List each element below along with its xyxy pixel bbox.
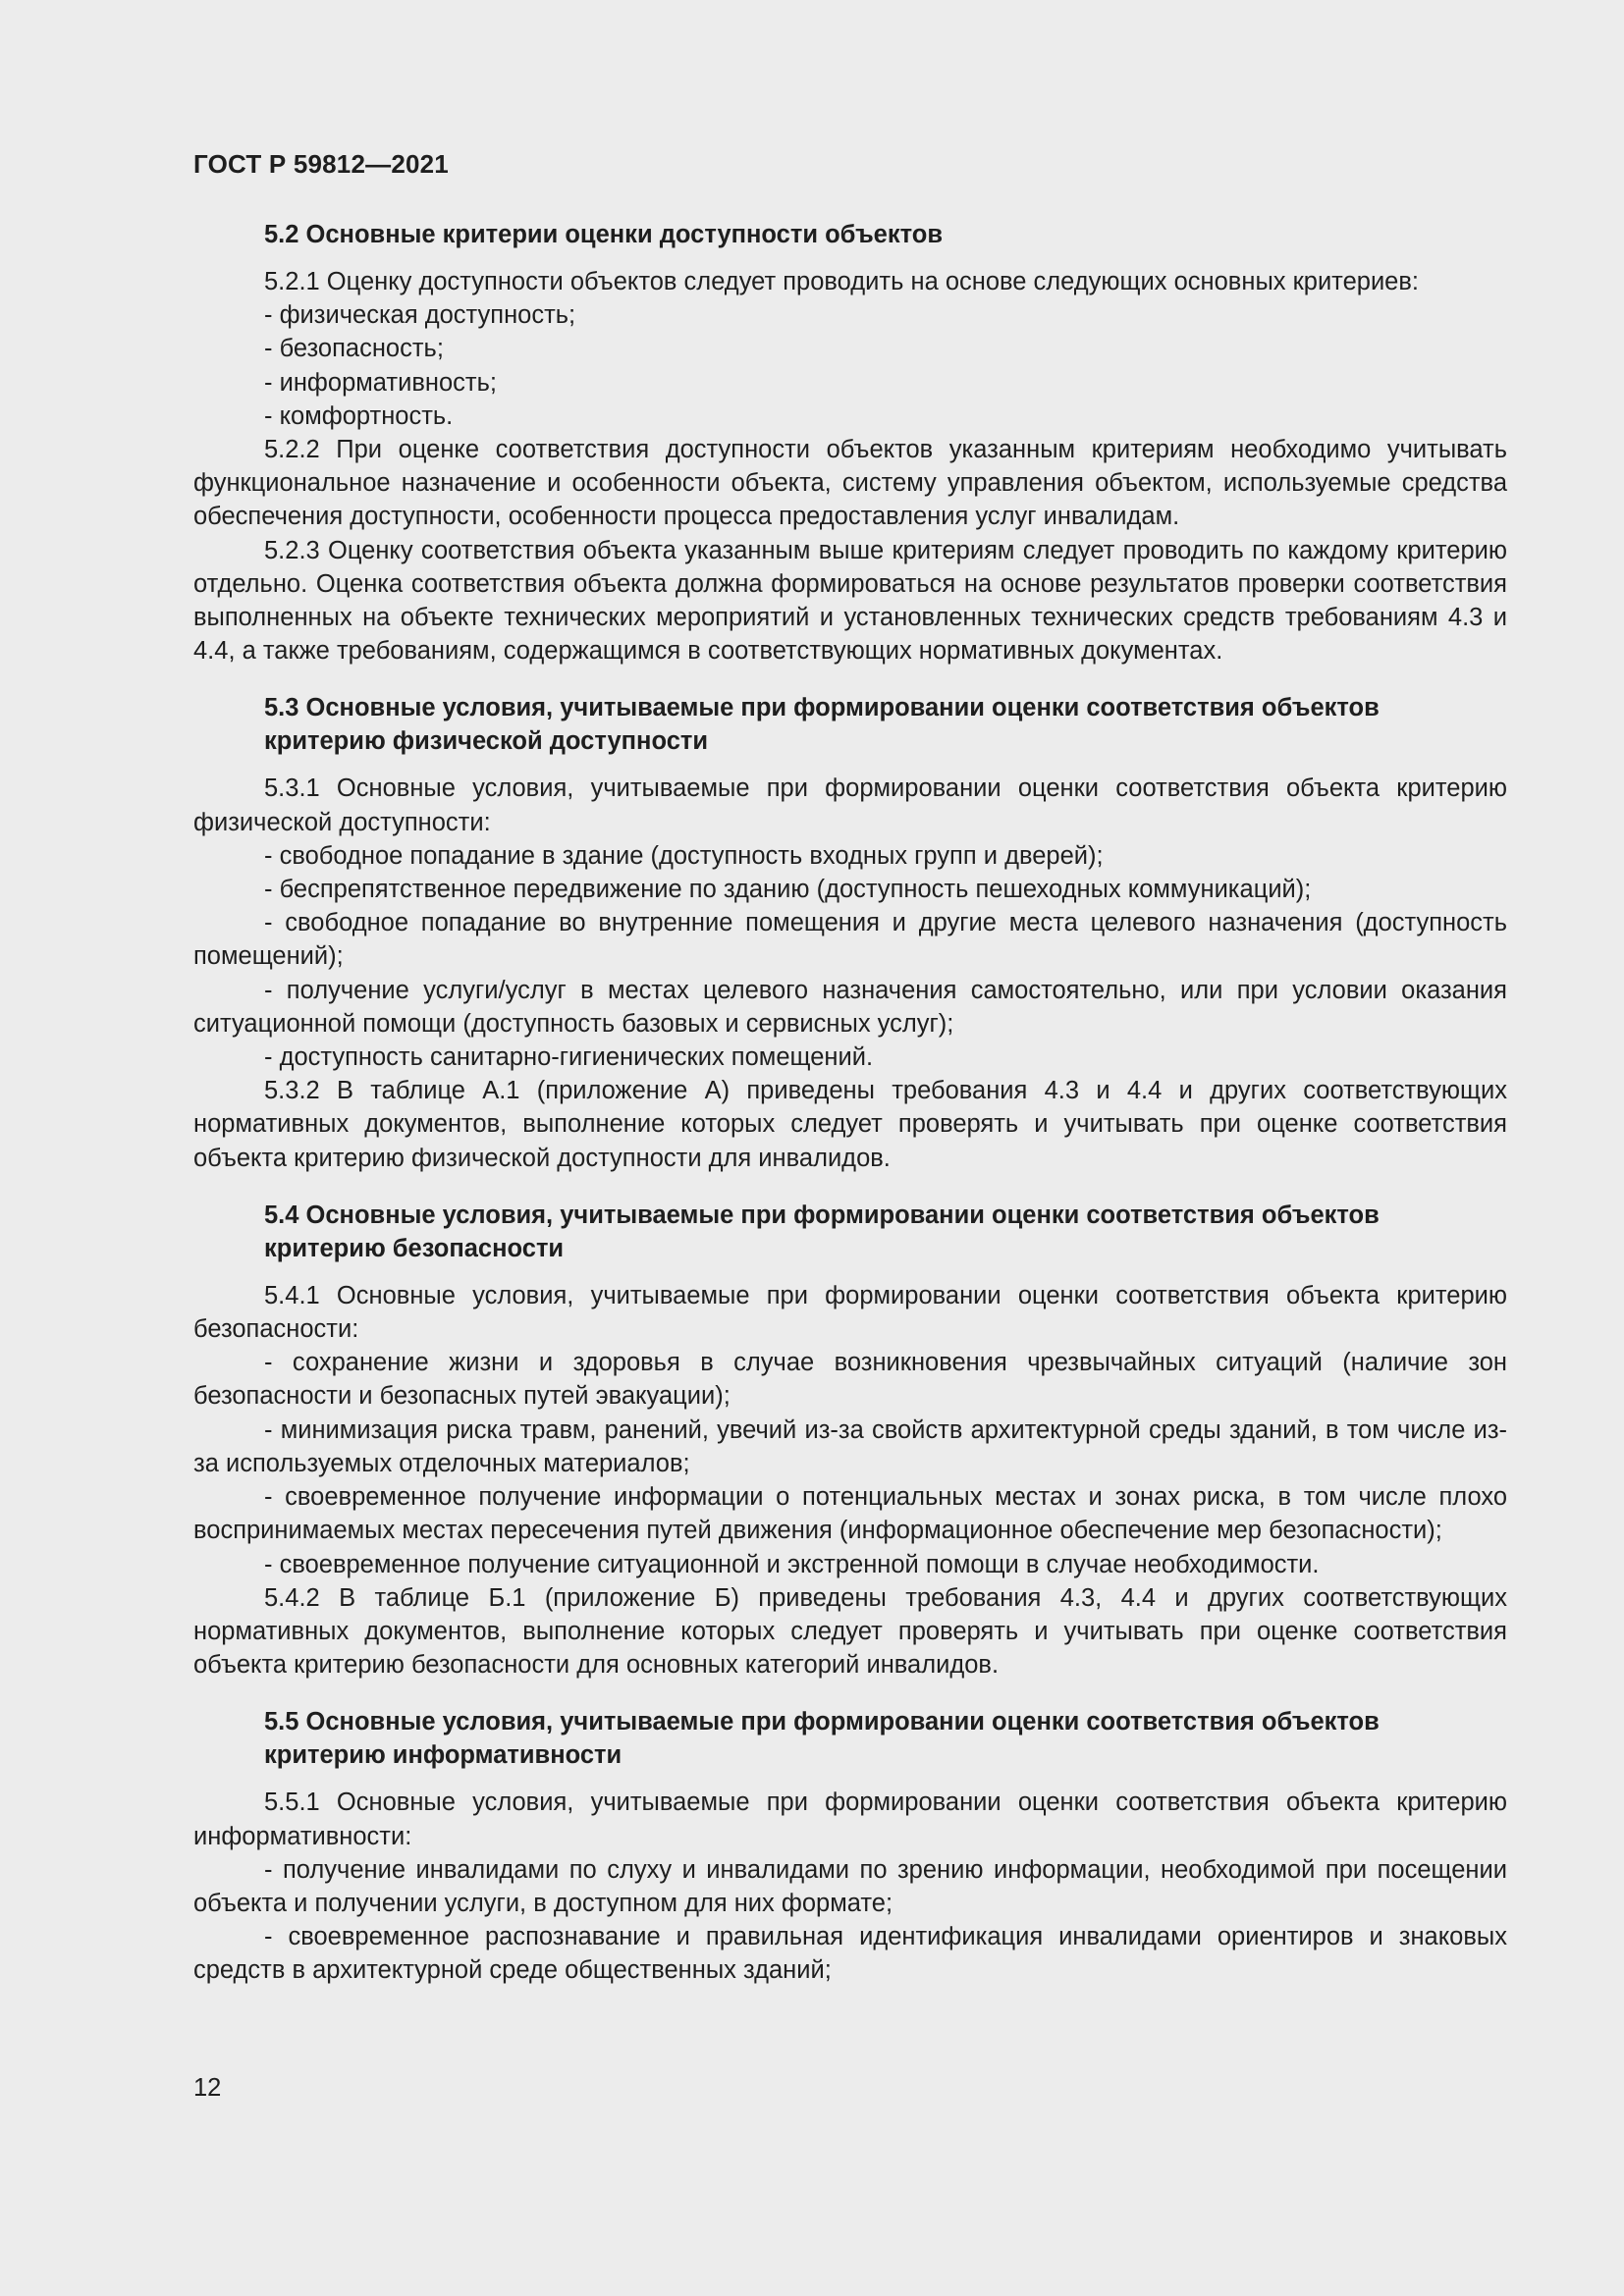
section-title-5-2: 5.2 Основные критерии оценки доступности объектов <box>264 221 944 248</box>
list-item: - сохранение жизни и здоровья в случае возникновения чрезвычайных ситуаций (наличие зон безопасности и безопасных путей эвакуации); <box>193 1349 1507 1411</box>
section-title-5-5: 5.5 Основные условия, учитываемые при формировании оценки соответствия объектов критерию информативности <box>264 1708 1380 1770</box>
list-item: - получение инвалидами по слуху и инвалидами по зрению информации, необходимой при посещении объекта и получении услуги, в доступном для них формате; <box>193 1855 1507 1917</box>
paragraph-5-3-2: 5.3.2 В таблице А.1 (приложение А) приведены требования 4.3 и 4.4 и других соответствующих нормативных документов, выполнение которых следует проверять и учитывать при оценке соответствия объекта критерию физической доступности для инвалидов. <box>193 1077 1507 1172</box>
list-item: - получение услуги/услуг в местах целевого назначения самостоятельно, или при условии оказания ситуационной помощи (доступность базовых и сервисных услуг); <box>193 976 1507 1038</box>
section-title-5-4: 5.4 Основные условия, учитываемые при формировании оценки соответствия объектов критерию безопасности <box>264 1201 1380 1262</box>
list-item: - минимизация риска травм, ранений, увечий из-за свойств архитектурной среды зданий, в том числе из-за используемых отделочных материалов; <box>193 1415 1507 1477</box>
paragraph-5-2-1: 5.2.1 Оценку доступности объектов следует проводить на основе следующих основных критериев: <box>264 268 1420 295</box>
list-item: - информативность; <box>264 368 497 397</box>
paragraph-5-2-3: 5.2.3 Оценку соответствия объекта указанным выше критериям следует проводить по каждому критерию отдельно. Оценка соответствия объекта должна формироваться на основе результатов проверки соответствия выполненных на объекте технических мероприятий и установленных технических средств требованиям 4.3 и 4.4, а также требованиям, содержащимся в соответствующих нормативных документах. <box>193 536 1507 666</box>
list-item: - комфортность. <box>264 401 454 430</box>
list-item: - физическая доступность; <box>264 301 576 330</box>
paragraph-5-2-2: 5.2.2 При оценке соответствия доступности объектов указанным критериям необходимо учитывать функциональное назначение и особенности объекта, систему управления объектом, используемые средства обеспечения доступности, особенности процесса предоставления услуг инвалидам. <box>193 436 1507 531</box>
page-number: 12 <box>193 2074 222 2102</box>
paragraph-5-3-1: 5.3.1 Основные условия, учитываемые при формировании оценки соответствия объекта критерию физической доступности: <box>193 774 1507 836</box>
document-page <box>193 147 1507 1988</box>
list-item: - безопасность; <box>264 335 444 363</box>
list-item: - свободное попадание во внутренние помещения и другие места целевого назначения (доступность помещений); <box>193 909 1507 971</box>
paragraph-5-5-1: 5.5.1 Основные условия, учитываемые при формировании оценки соответствия объекта критерию информативности: <box>193 1789 1507 1850</box>
document-code: ГОСТ Р 59812—2021 <box>193 149 449 179</box>
list-item: - беспрепятственное передвижение по зданию (доступность пешеходных коммуникаций); <box>264 876 1312 904</box>
list-item: - своевременное получение информации о потенциальных местах и зонах риска, в том числе плохо воспринимаемых местах пересечения путей движения (информационное обеспечение мер безопасности); <box>193 1483 1507 1545</box>
paragraph-5-4-2: 5.4.2 В таблице Б.1 (приложение Б) приведены требования 4.3, 4.4 и других соответствующих нормативных документов, выполнение которых следует проверять и учитывать при оценке соответствия объекта критерию безопасности для основных категорий инвалидов. <box>193 1583 1507 1680</box>
list-item: - своевременное распознавание и правильная идентификация инвалидами ориентиров и знаковых средств в архитектурной среде общественных зданий; <box>193 1923 1507 1985</box>
list-item: - своевременное получение ситуационной и экстренной помощи в случае необходимости. <box>264 1550 1320 1578</box>
paragraph-5-4-1: 5.4.1 Основные условия, учитываемые при формировании оценки соответствия объекта критерию безопасности: <box>193 1281 1507 1344</box>
section-title-5-3: 5.3 Основные условия, учитываемые при формировании оценки соответствия объектов критерию физической доступности <box>264 694 1380 756</box>
list-item: - свободное попадание в здание (доступность входных групп и дверей); <box>264 841 1104 870</box>
list-item: - доступность санитарно-гигиенических помещений. <box>264 1043 874 1072</box>
